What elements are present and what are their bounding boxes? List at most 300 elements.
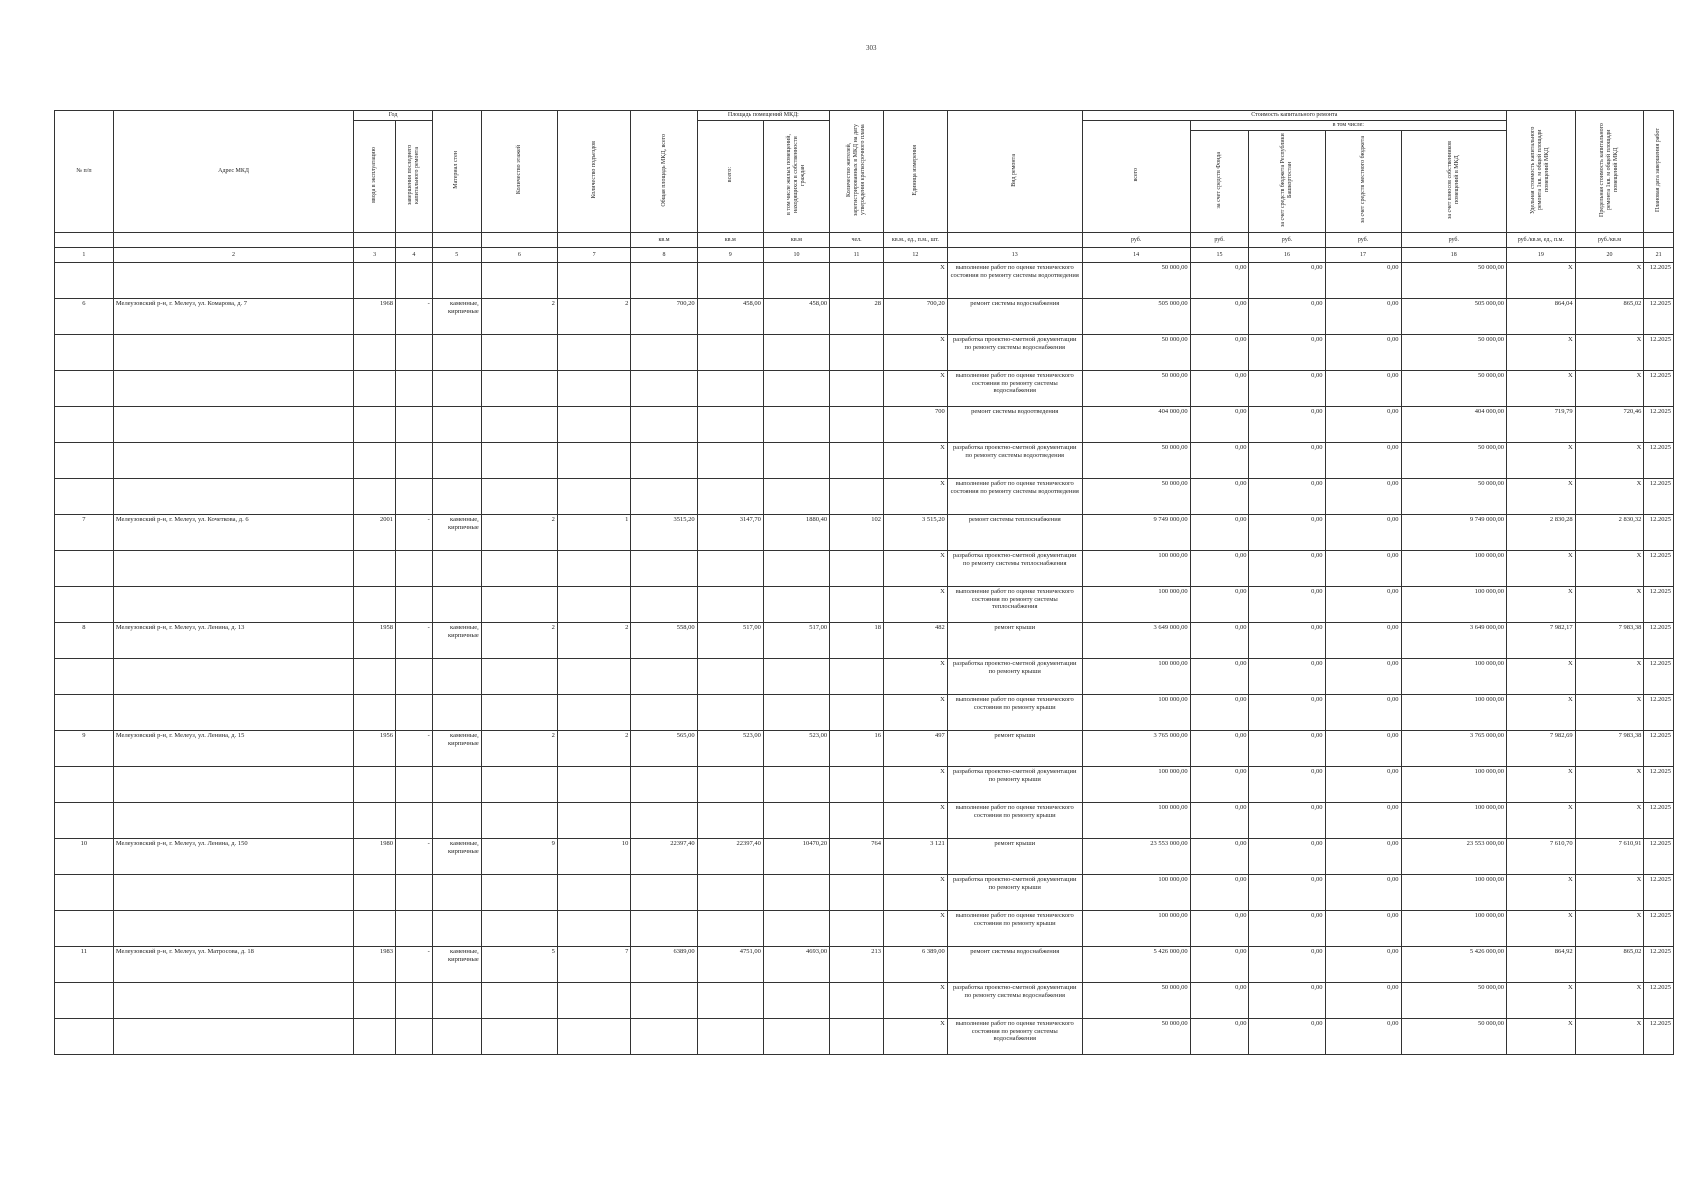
cell-fl	[481, 659, 557, 695]
cell-address	[113, 911, 353, 947]
cell-a9: 517,00	[697, 623, 763, 659]
table-row	[55, 947, 1674, 983]
cell-c17: 0,00	[1325, 839, 1401, 875]
cell-y2	[395, 659, 432, 695]
cell-n: 10	[55, 839, 114, 875]
cell-fl	[481, 587, 557, 623]
cell-u12: X	[884, 479, 948, 515]
table-row	[55, 875, 1674, 911]
cell-a9: 4751,00	[697, 947, 763, 983]
unit-cell	[947, 233, 1082, 248]
cell-c17: 0,00	[1325, 587, 1401, 623]
unit-cell	[395, 233, 432, 248]
cell-a10: 10470,20	[763, 839, 829, 875]
column-number: 15	[1190, 248, 1249, 263]
cell-u12: X	[884, 803, 948, 839]
cell-a10: 523,00	[763, 731, 829, 767]
cell-c17: 0,00	[1325, 371, 1401, 407]
header-unit-cost: Удельная стоимость капитального ремонта 1кв. м общей площади помещений МКД	[1530, 126, 1551, 214]
cell-c18: 50 000,00	[1401, 479, 1506, 515]
cell-address	[113, 371, 353, 407]
cell-fl: 2	[481, 731, 557, 767]
cell-c14: 3 765 000,00	[1082, 731, 1190, 767]
cell-n	[55, 767, 114, 803]
cell-res	[830, 803, 884, 839]
cell-c14: 50 000,00	[1082, 335, 1190, 371]
cell-fl	[481, 983, 557, 1019]
cell-a8	[631, 767, 697, 803]
cell-c20: X	[1575, 263, 1644, 299]
cell-c18: 3 649 000,00	[1401, 623, 1506, 659]
cell-address: Мелеузовский р-н, г. Мелеуз, ул. Ленина, д. 13	[113, 623, 353, 659]
cell-address: Мелеузовский р-н, г. Мелеуз, ул. Ленина, д. 150	[113, 839, 353, 875]
cell-c15: 0,00	[1190, 839, 1249, 875]
column-number: 20	[1575, 248, 1644, 263]
cell-a10	[763, 767, 829, 803]
unit-cell: чел.	[830, 233, 884, 248]
cell-y1: 1958	[354, 623, 396, 659]
cell-c21: 12.2025	[1644, 587, 1674, 623]
cell-fl	[481, 911, 557, 947]
cell-c20: X	[1575, 551, 1644, 587]
cell-c14: 50 000,00	[1082, 983, 1190, 1019]
cell-c15: 0,00	[1190, 335, 1249, 371]
cell-c17: 0,00	[1325, 659, 1401, 695]
cell-c18: 50 000,00	[1401, 263, 1506, 299]
unit-cell	[1644, 233, 1674, 248]
header-cost-group: Стоимость капитального ремонта	[1082, 111, 1506, 121]
cell-work: ремонт крыши	[947, 839, 1082, 875]
cell-n	[55, 911, 114, 947]
cell-c17: 0,00	[1325, 875, 1401, 911]
cell-c19: X	[1507, 695, 1576, 731]
cell-n: 8	[55, 623, 114, 659]
cell-work: выполнение работ по оценке технического состояния по ремонту крыши	[947, 803, 1082, 839]
cell-c16: 0,00	[1249, 587, 1325, 623]
cell-res	[830, 371, 884, 407]
cell-work: выполнение работ по оценке технического состояния по ремонту системы теплоснабжения	[947, 587, 1082, 623]
cell-c20: X	[1575, 659, 1644, 695]
cell-work: ремонт системы водоснабжения	[947, 947, 1082, 983]
cell-en	[557, 407, 631, 443]
cell-c21: 12.2025	[1644, 875, 1674, 911]
cell-y1	[354, 335, 396, 371]
cell-en	[557, 335, 631, 371]
cell-u12: X	[884, 875, 948, 911]
cell-a8	[631, 407, 697, 443]
cell-c21: 12.2025	[1644, 731, 1674, 767]
cell-n	[55, 587, 114, 623]
table-row	[55, 767, 1674, 803]
header-max-unit-cost: Предельная стоимость капитального ремонта 1кв. м общей площади помещений МКД	[1599, 123, 1619, 217]
header-cost-owners: за счет взносов собственников помещений в МКД	[1446, 141, 1460, 219]
cell-fl	[481, 371, 557, 407]
cell-c18: 100 000,00	[1401, 875, 1506, 911]
header-cost-local: за счет средств местного бюджета	[1359, 136, 1366, 224]
header-n: № п/п	[55, 111, 114, 233]
cell-work: выполнение работ по оценке технического состояния по ремонту системы водоснабжения	[947, 371, 1082, 407]
cell-c16: 0,00	[1249, 371, 1325, 407]
cell-mat: каменные, кирпичные	[432, 299, 481, 335]
column-number: 2	[113, 248, 353, 263]
cell-mat	[432, 911, 481, 947]
cell-en: 7	[557, 947, 631, 983]
table-row	[55, 587, 1674, 623]
cell-u12: X	[884, 659, 948, 695]
cell-c21: 12.2025	[1644, 263, 1674, 299]
cell-a10: 4693,00	[763, 947, 829, 983]
cell-n	[55, 335, 114, 371]
cell-a10	[763, 695, 829, 731]
cell-c19: 864,04	[1507, 299, 1576, 335]
cell-a10	[763, 371, 829, 407]
header-floors: Количество этажей	[515, 145, 522, 195]
cell-address	[113, 263, 353, 299]
cell-c16: 0,00	[1249, 695, 1325, 731]
column-number: 1	[55, 248, 114, 263]
cell-c20: X	[1575, 479, 1644, 515]
cell-a10	[763, 263, 829, 299]
cell-fl	[481, 479, 557, 515]
column-number: 19	[1507, 248, 1576, 263]
unit-cell: руб.	[1401, 233, 1506, 248]
cell-c19: 864,92	[1507, 947, 1576, 983]
cell-u12: 700	[884, 407, 948, 443]
cell-c15: 0,00	[1190, 407, 1249, 443]
cell-en	[557, 551, 631, 587]
cell-c14: 100 000,00	[1082, 875, 1190, 911]
cell-y1: 2001	[354, 515, 396, 551]
cell-c15: 0,00	[1190, 695, 1249, 731]
table-row	[55, 983, 1674, 1019]
cell-c21: 12.2025	[1644, 983, 1674, 1019]
cell-fl	[481, 263, 557, 299]
table-row	[55, 911, 1674, 947]
cell-c15: 0,00	[1190, 659, 1249, 695]
cell-c15: 0,00	[1190, 587, 1249, 623]
cell-a8	[631, 371, 697, 407]
cell-c15: 0,00	[1190, 479, 1249, 515]
table-row	[55, 515, 1674, 551]
cell-c20: X	[1575, 983, 1644, 1019]
cell-c19: X	[1507, 335, 1576, 371]
cell-c19: X	[1507, 983, 1576, 1019]
unit-cell: руб.	[1325, 233, 1401, 248]
cell-a10	[763, 335, 829, 371]
cell-y1: 1956	[354, 731, 396, 767]
cell-a8	[631, 803, 697, 839]
unit-cell: кв.м., ед., п.м., шт.	[884, 233, 948, 248]
cell-c16: 0,00	[1249, 731, 1325, 767]
cell-a8: 6389,00	[631, 947, 697, 983]
cell-res: 28	[830, 299, 884, 335]
cell-c17: 0,00	[1325, 767, 1401, 803]
cell-c15: 0,00	[1190, 983, 1249, 1019]
cell-en: 2	[557, 299, 631, 335]
cell-address	[113, 875, 353, 911]
cell-c19: X	[1507, 587, 1576, 623]
cell-en	[557, 659, 631, 695]
cell-en: 1	[557, 515, 631, 551]
cell-c15: 0,00	[1190, 623, 1249, 659]
header-area-all: всего:	[726, 167, 733, 183]
cell-c20: X	[1575, 1019, 1644, 1055]
table-row	[55, 1019, 1674, 1055]
cell-y2	[395, 371, 432, 407]
cell-u12: X	[884, 1019, 948, 1055]
cell-c15: 0,00	[1190, 371, 1249, 407]
cell-a9	[697, 479, 763, 515]
cell-n	[55, 1019, 114, 1055]
cell-fl: 2	[481, 515, 557, 551]
column-number: 3	[354, 248, 396, 263]
header-area-group: Площадь помещений МКД:	[697, 111, 829, 121]
cell-address	[113, 551, 353, 587]
cell-address	[113, 767, 353, 803]
cell-a10	[763, 983, 829, 1019]
column-number: 16	[1249, 248, 1325, 263]
column-number: 5	[432, 248, 481, 263]
cell-c19: X	[1507, 479, 1576, 515]
cell-c16: 0,00	[1249, 659, 1325, 695]
cell-y1	[354, 1019, 396, 1055]
cell-y1	[354, 443, 396, 479]
table-row	[55, 803, 1674, 839]
cell-a9	[697, 263, 763, 299]
table-row	[55, 695, 1674, 731]
cell-mat: каменные, кирпичные	[432, 515, 481, 551]
column-number: 6	[481, 248, 557, 263]
cell-c18: 50 000,00	[1401, 335, 1506, 371]
cell-u12: 3 121	[884, 839, 948, 875]
cell-c16: 0,00	[1249, 983, 1325, 1019]
cell-a9: 458,00	[697, 299, 763, 335]
table-row	[55, 371, 1674, 407]
cell-a10: 517,00	[763, 623, 829, 659]
cell-c14: 3 649 000,00	[1082, 623, 1190, 659]
cell-a9	[697, 695, 763, 731]
cell-y1	[354, 983, 396, 1019]
column-number: 7	[557, 248, 631, 263]
cell-mat	[432, 335, 481, 371]
cell-mat	[432, 695, 481, 731]
cell-c15: 0,00	[1190, 947, 1249, 983]
cell-u12: X	[884, 371, 948, 407]
cell-res: 18	[830, 623, 884, 659]
table-row	[55, 263, 1674, 299]
cell-c19: X	[1507, 803, 1576, 839]
cell-a10	[763, 659, 829, 695]
cell-u12: 6 389,00	[884, 947, 948, 983]
cell-en	[557, 479, 631, 515]
header-year-group: Год	[354, 111, 433, 121]
cell-c16: 0,00	[1249, 911, 1325, 947]
cell-res	[830, 1019, 884, 1055]
cell-y1	[354, 479, 396, 515]
cell-c20: X	[1575, 371, 1644, 407]
cell-fl	[481, 1019, 557, 1055]
cell-c20: X	[1575, 911, 1644, 947]
cell-work: разработка проектно-сметной документации по ремонту крыши	[947, 659, 1082, 695]
cell-c19: X	[1507, 875, 1576, 911]
cell-a8	[631, 587, 697, 623]
cell-c14: 100 000,00	[1082, 767, 1190, 803]
cell-c19: X	[1507, 659, 1576, 695]
cell-n	[55, 875, 114, 911]
cell-en	[557, 767, 631, 803]
cell-c15: 0,00	[1190, 731, 1249, 767]
cell-c20: X	[1575, 803, 1644, 839]
cell-n	[55, 443, 114, 479]
cell-c14: 100 000,00	[1082, 551, 1190, 587]
cell-a10	[763, 551, 829, 587]
cell-y2: -	[395, 623, 432, 659]
cell-a8	[631, 695, 697, 731]
cell-u12: 482	[884, 623, 948, 659]
header-repair-type: Вид ремонта	[1011, 153, 1018, 187]
cell-c20: X	[1575, 587, 1644, 623]
cell-c21: 12.2025	[1644, 335, 1674, 371]
cell-work: разработка проектно-сметной документации по ремонту крыши	[947, 767, 1082, 803]
header-year-commission: ввода в эксплуатацию	[371, 147, 378, 203]
cell-c18: 404 000,00	[1401, 407, 1506, 443]
cell-address	[113, 587, 353, 623]
cell-c18: 100 000,00	[1401, 659, 1506, 695]
cell-c17: 0,00	[1325, 263, 1401, 299]
cell-a9	[697, 587, 763, 623]
cell-en: 2	[557, 731, 631, 767]
cell-en: 2	[557, 623, 631, 659]
cell-c14: 404 000,00	[1082, 407, 1190, 443]
cell-c20: 865,02	[1575, 299, 1644, 335]
cell-address	[113, 659, 353, 695]
column-number: 17	[1325, 248, 1401, 263]
cell-res	[830, 911, 884, 947]
cell-c21: 12.2025	[1644, 479, 1674, 515]
cell-y1	[354, 407, 396, 443]
cell-res	[830, 695, 884, 731]
cell-en	[557, 371, 631, 407]
cell-c19: 2 830,28	[1507, 515, 1576, 551]
unit-cell: руб.	[1082, 233, 1190, 248]
cell-a8: 558,00	[631, 623, 697, 659]
column-number: 9	[697, 248, 763, 263]
cell-fl	[481, 551, 557, 587]
cell-fl	[481, 335, 557, 371]
cell-a9	[697, 767, 763, 803]
cell-c20: X	[1575, 767, 1644, 803]
cell-c19: 7 610,70	[1507, 839, 1576, 875]
cell-c18: 100 000,00	[1401, 695, 1506, 731]
cell-c16: 0,00	[1249, 623, 1325, 659]
cell-c15: 0,00	[1190, 263, 1249, 299]
cell-c21: 12.2025	[1644, 911, 1674, 947]
cell-c17: 0,00	[1325, 731, 1401, 767]
table-row	[55, 335, 1674, 371]
cell-c16: 0,00	[1249, 299, 1325, 335]
cell-c21: 12.2025	[1644, 515, 1674, 551]
cell-mat	[432, 767, 481, 803]
cell-c16: 0,00	[1249, 443, 1325, 479]
cell-a8	[631, 263, 697, 299]
cell-c15: 0,00	[1190, 767, 1249, 803]
cell-c17: 0,00	[1325, 983, 1401, 1019]
cell-c17: 0,00	[1325, 407, 1401, 443]
cell-a10	[763, 1019, 829, 1055]
cell-a10	[763, 479, 829, 515]
cell-c18: 23 553 000,00	[1401, 839, 1506, 875]
cell-mat	[432, 371, 481, 407]
cell-res	[830, 659, 884, 695]
cell-a10	[763, 587, 829, 623]
cell-c16: 0,00	[1249, 515, 1325, 551]
cell-u12: 497	[884, 731, 948, 767]
cell-c20: X	[1575, 335, 1644, 371]
cell-c17: 0,00	[1325, 335, 1401, 371]
cell-c14: 100 000,00	[1082, 803, 1190, 839]
cell-address	[113, 407, 353, 443]
cell-mat	[432, 803, 481, 839]
cell-work: ремонт крыши	[947, 623, 1082, 659]
cell-c17: 0,00	[1325, 803, 1401, 839]
column-number: 11	[830, 248, 884, 263]
cell-y2	[395, 803, 432, 839]
cell-c14: 5 426 000,00	[1082, 947, 1190, 983]
cell-n	[55, 371, 114, 407]
cell-mat: каменные, кирпичные	[432, 947, 481, 983]
table-row	[55, 659, 1674, 695]
cell-address	[113, 803, 353, 839]
unit-cell	[113, 233, 353, 248]
cell-res	[830, 767, 884, 803]
cell-n	[55, 803, 114, 839]
cell-work: ремонт системы водоотведения	[947, 407, 1082, 443]
cell-address: Мелеузовский р-н, г. Мелеуз, ул. Комарова, д. 7	[113, 299, 353, 335]
cell-u12: X	[884, 983, 948, 1019]
cell-res	[830, 875, 884, 911]
header-cost-republic: за счет средств бюджета Республики Башкортостан	[1279, 133, 1293, 227]
cell-c15: 0,00	[1190, 911, 1249, 947]
cell-n: 9	[55, 731, 114, 767]
cell-a10	[763, 407, 829, 443]
cell-a8	[631, 1019, 697, 1055]
cell-a9: 3147,70	[697, 515, 763, 551]
cell-c21: 12.2025	[1644, 623, 1674, 659]
header-unit: Единица измерения	[911, 144, 918, 196]
header-cost-total: всего	[1132, 168, 1139, 182]
cell-c20: X	[1575, 443, 1644, 479]
cell-c16: 0,00	[1249, 839, 1325, 875]
cell-a8	[631, 443, 697, 479]
cell-fl	[481, 407, 557, 443]
cell-c15: 0,00	[1190, 515, 1249, 551]
cell-a9: 22397,40	[697, 839, 763, 875]
cell-c18: 9 749 000,00	[1401, 515, 1506, 551]
cell-a9: 523,00	[697, 731, 763, 767]
cell-a8	[631, 875, 697, 911]
cell-c21: 12.2025	[1644, 407, 1674, 443]
cell-y1: 1980	[354, 839, 396, 875]
cell-y1	[354, 803, 396, 839]
cell-c16: 0,00	[1249, 335, 1325, 371]
cell-c21: 12.2025	[1644, 767, 1674, 803]
cell-a8	[631, 659, 697, 695]
cell-n	[55, 263, 114, 299]
unit-cell: руб.	[1249, 233, 1325, 248]
cell-y2: -	[395, 515, 432, 551]
cell-n	[55, 695, 114, 731]
cell-c20: 7 983,38	[1575, 623, 1644, 659]
